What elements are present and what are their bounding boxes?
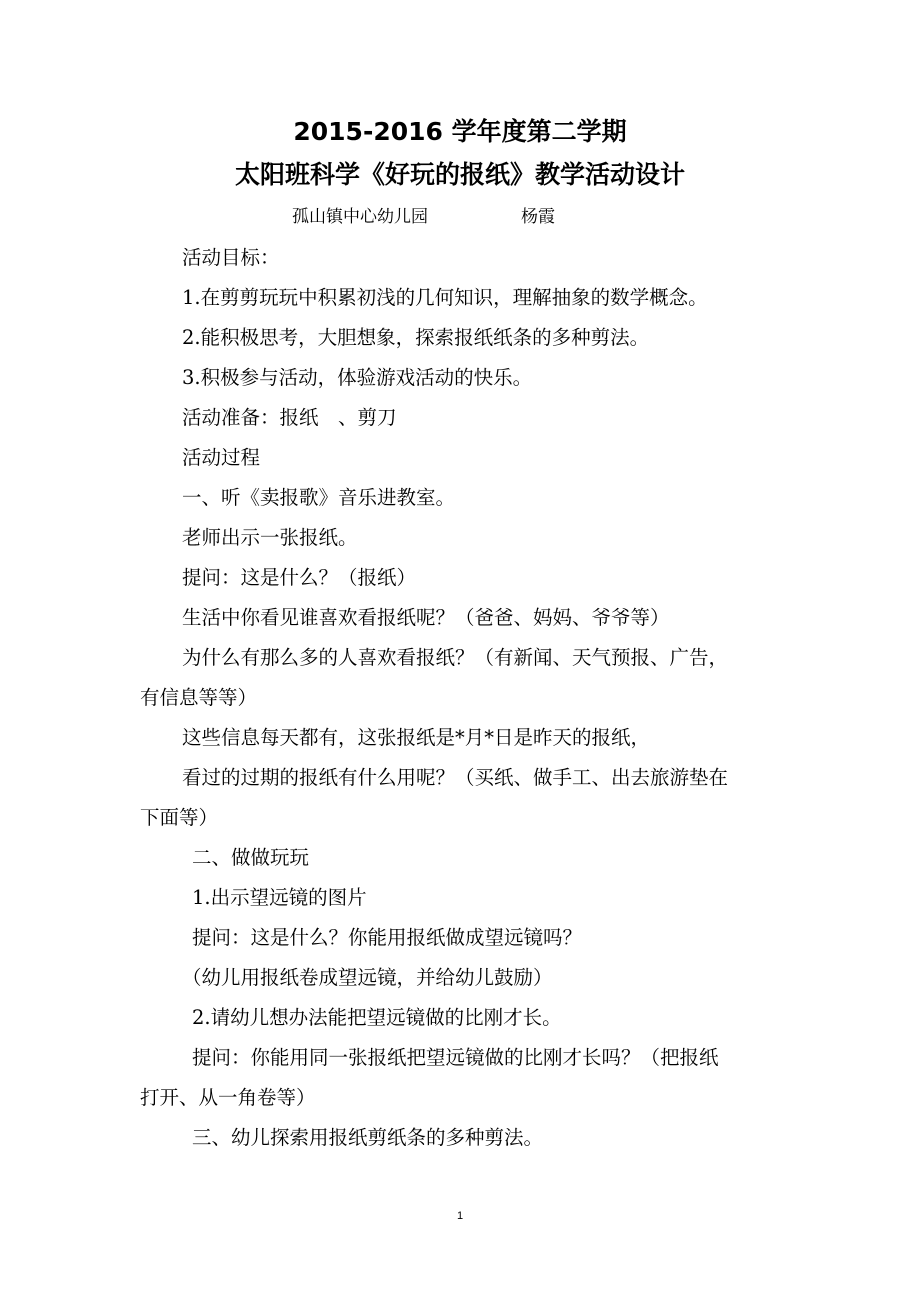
paragraph-line: 2.能积极思考，大胆想象，探索报纸纸条的多种剪法。 (182, 326, 650, 349)
section-heading-explore: 三、幼儿探索用报纸剪纸条的多种剪法。 (192, 1126, 544, 1149)
paragraph-line: 提问：这是什么？你能用报纸做成望远镜吗？ (192, 926, 583, 949)
school-name: 孤山镇中心幼儿园 (292, 207, 428, 227)
paragraph-line: 3.积极参与活动，体验游戏活动的快乐。 (182, 366, 533, 389)
paragraph-line: 有信息等等） (140, 686, 258, 709)
author-name: 杨霞 (521, 207, 555, 227)
paragraph-line: 这些信息每天都有，这张报纸是*月*日是昨天的报纸， (182, 726, 651, 749)
paragraph-line: （幼儿用报纸卷成望远镜，并给幼儿鼓励） (182, 966, 553, 989)
paragraph-line: 提问：这是什么？（报纸） (182, 566, 417, 589)
paragraph-line: 一、听《卖报歌》音乐进教室。 (182, 486, 456, 509)
paragraph-line: 为什么有那么多的人喜欢看报纸？（有新闻、天气预报、广告， (182, 646, 729, 669)
section-heading-make-play: 二、做做玩玩 (192, 846, 310, 869)
section-heading-process: 活动过程 (182, 446, 261, 469)
paragraph-line: 下面等） (140, 806, 219, 829)
paragraph-line: 1.出示望远镜的图片 (192, 886, 367, 909)
document-title-line1: 2015-2016 学年度第二学期 (293, 117, 627, 146)
paragraph-line: 打开、从一角卷等） (140, 1086, 316, 1109)
paragraph-line: 1.在剪剪玩玩中积累初浅的几何知识，理解抽象的数学概念。 (182, 286, 708, 309)
paragraph-line: 2.请幼儿想办法能把望远镜做的比刚才长。 (192, 1006, 562, 1029)
section-heading-preparation: 活动准备：报纸 、剪刀 (182, 406, 397, 429)
paragraph-line: 老师出示一张报纸。 (182, 526, 358, 549)
document-title-line2: 太阳班科学《好玩的报纸》教学活动设计 (234, 160, 685, 189)
page-number: 1 (456, 1210, 464, 1222)
paragraph-line: 看过的过期的报纸有什么用呢？（买纸、做手工、出去旅游垫在 (182, 766, 729, 789)
paragraph-line: 生活中你看见谁喜欢看报纸呢？（爸爸、妈妈、爷爷等） (182, 606, 670, 629)
paragraph-line: 提问：你能用同一张报纸把望远镜做的比刚才长吗？（把报纸 (192, 1046, 719, 1069)
section-heading-goals: 活动目标： (182, 246, 280, 269)
